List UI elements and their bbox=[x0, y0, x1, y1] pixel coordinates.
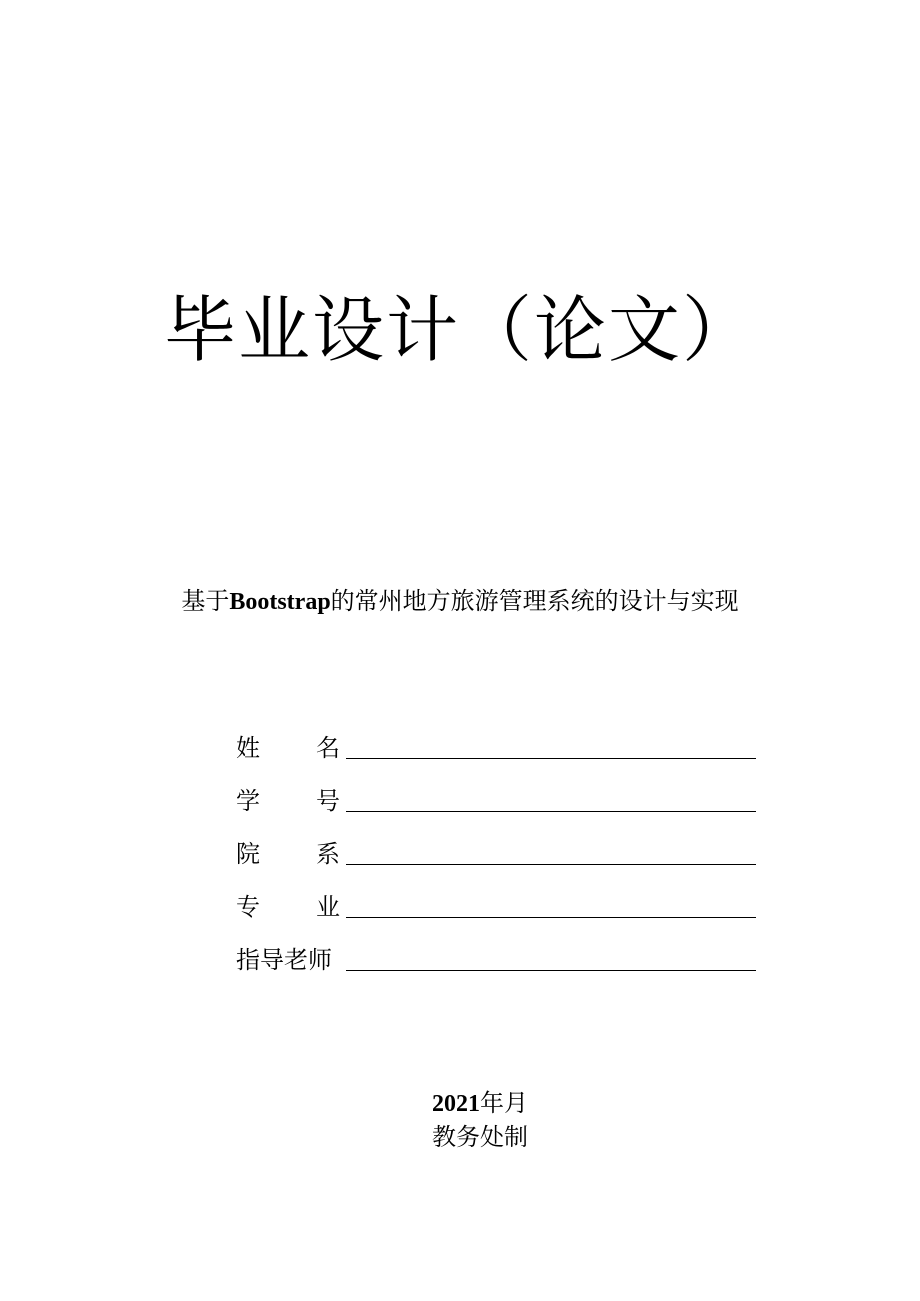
field-name bbox=[236, 730, 756, 783]
info-fields bbox=[236, 730, 756, 995]
field-label-advisor: 指导老师 bbox=[236, 946, 332, 974]
date-line bbox=[0, 1086, 920, 1121]
department-underline[interactable] bbox=[346, 864, 756, 865]
name-underline[interactable] bbox=[346, 758, 756, 759]
field-advisor bbox=[236, 942, 756, 995]
field-student-id bbox=[236, 783, 756, 836]
date-year: 2021 bbox=[432, 1091, 480, 1117]
thesis-subtitle bbox=[0, 584, 920, 619]
subtitle-suffix: 的常州地方旅游管理系统的设计与实现 bbox=[330, 587, 739, 615]
date-suffix: 年月 bbox=[480, 1089, 528, 1117]
field-label-char: 院 bbox=[236, 840, 260, 868]
field-label-char: 号 bbox=[316, 787, 340, 815]
field-label-char: 业 bbox=[316, 893, 340, 921]
field-department bbox=[236, 836, 756, 889]
field-label-char: 系 bbox=[316, 840, 340, 868]
major-underline[interactable] bbox=[346, 917, 756, 918]
field-label-char: 专 bbox=[236, 893, 260, 921]
issuer-line: 教务处制 bbox=[432, 1123, 528, 1151]
field-label-major bbox=[236, 889, 340, 925]
field-major bbox=[236, 889, 756, 942]
field-label-department bbox=[236, 836, 340, 872]
field-label-char: 名 bbox=[316, 734, 340, 762]
field-label-name bbox=[236, 730, 340, 766]
field-label-char: 学 bbox=[236, 787, 260, 815]
advisor-underline[interactable] bbox=[346, 970, 756, 971]
subtitle-latin: Bootstrap bbox=[229, 589, 331, 615]
subtitle-prefix: 基于 bbox=[181, 587, 230, 615]
field-label-student-id bbox=[236, 783, 340, 819]
student-id-underline[interactable] bbox=[346, 811, 756, 812]
document-title: 毕业设计（论文） bbox=[163, 288, 756, 372]
field-label-char: 姓 bbox=[236, 734, 260, 762]
